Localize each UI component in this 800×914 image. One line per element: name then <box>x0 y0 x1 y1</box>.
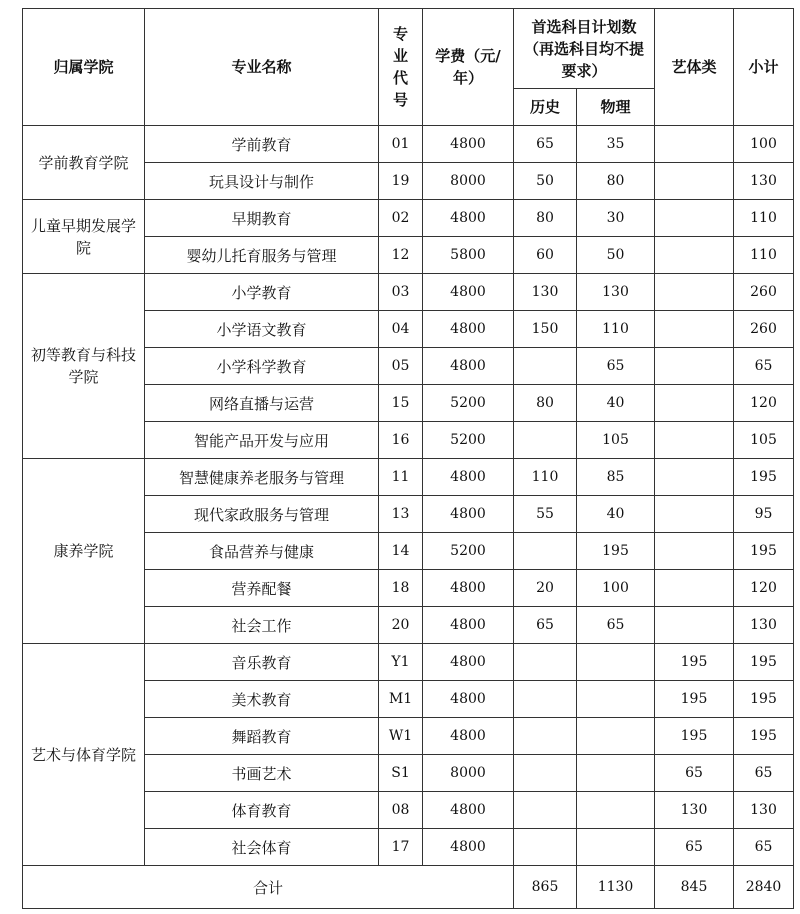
fee-cell: 5800 <box>423 237 514 274</box>
history-cell <box>514 422 577 459</box>
fee-cell: 8000 <box>423 755 514 792</box>
total-subtotal: 2840 <box>734 866 794 909</box>
fee-cell: 4800 <box>423 681 514 718</box>
code-cell: 20 <box>379 607 423 644</box>
major-cell: 舞蹈教育 <box>145 718 379 755</box>
physics-cell: 40 <box>577 496 655 533</box>
major-cell: 音乐教育 <box>145 644 379 681</box>
arts-cell: 195 <box>655 644 734 681</box>
fee-cell: 4800 <box>423 459 514 496</box>
arts-cell <box>655 570 734 607</box>
subtotal-cell: 65 <box>734 348 794 385</box>
major-cell: 网络直播与运营 <box>145 385 379 422</box>
major-cell: 小学教育 <box>145 274 379 311</box>
header-history: 历史 <box>514 89 577 126</box>
major-cell: 婴幼儿托育服务与管理 <box>145 237 379 274</box>
arts-cell <box>655 274 734 311</box>
arts-cell <box>655 126 734 163</box>
fee-cell: 5200 <box>423 422 514 459</box>
arts-cell <box>655 385 734 422</box>
code-cell: 05 <box>379 348 423 385</box>
major-cell: 体育教育 <box>145 792 379 829</box>
college-cell: 儿童早期发展学院 <box>23 200 145 274</box>
subtotal-cell: 110 <box>734 237 794 274</box>
arts-cell <box>655 237 734 274</box>
history-cell <box>514 755 577 792</box>
total-row <box>23 866 794 909</box>
table-body <box>23 126 794 866</box>
arts-cell <box>655 533 734 570</box>
physics-cell <box>577 755 655 792</box>
major-cell: 玩具设计与制作 <box>145 163 379 200</box>
code-cell: 13 <box>379 496 423 533</box>
history-cell: 65 <box>514 607 577 644</box>
arts-cell: 65 <box>655 755 734 792</box>
arts-cell: 130 <box>655 792 734 829</box>
history-cell: 60 <box>514 237 577 274</box>
fee-cell: 5200 <box>423 385 514 422</box>
total-physics: 1130 <box>577 866 655 909</box>
arts-cell <box>655 496 734 533</box>
subtotal-cell: 95 <box>734 496 794 533</box>
major-cell: 现代家政服务与管理 <box>145 496 379 533</box>
code-cell: 03 <box>379 274 423 311</box>
history-cell <box>514 792 577 829</box>
subtotal-cell: 100 <box>734 126 794 163</box>
fee-cell: 4800 <box>423 311 514 348</box>
physics-cell <box>577 718 655 755</box>
code-cell: 17 <box>379 829 423 866</box>
fee-cell: 4800 <box>423 274 514 311</box>
subtotal-cell: 195 <box>734 718 794 755</box>
history-cell <box>514 644 577 681</box>
fee-cell: 4800 <box>423 644 514 681</box>
header-college: 归属学院 <box>23 9 145 126</box>
arts-cell <box>655 163 734 200</box>
physics-cell: 65 <box>577 348 655 385</box>
physics-cell: 105 <box>577 422 655 459</box>
code-cell: 19 <box>379 163 423 200</box>
history-cell: 110 <box>514 459 577 496</box>
subtotal-cell: 120 <box>734 570 794 607</box>
history-cell <box>514 829 577 866</box>
total-history: 865 <box>514 866 577 909</box>
history-cell: 150 <box>514 311 577 348</box>
major-cell: 早期教育 <box>145 200 379 237</box>
total-label: 合计 <box>23 866 514 909</box>
major-cell: 社会体育 <box>145 829 379 866</box>
history-cell: 20 <box>514 570 577 607</box>
subtotal-cell: 260 <box>734 311 794 348</box>
fee-cell: 4800 <box>423 348 514 385</box>
physics-cell: 80 <box>577 163 655 200</box>
fee-cell: 8000 <box>423 163 514 200</box>
major-cell: 小学语文教育 <box>145 311 379 348</box>
arts-cell <box>655 607 734 644</box>
fee-cell: 4800 <box>423 200 514 237</box>
physics-cell <box>577 681 655 718</box>
fee-cell: 4800 <box>423 570 514 607</box>
physics-cell <box>577 829 655 866</box>
code-cell: 18 <box>379 570 423 607</box>
arts-cell: 65 <box>655 829 734 866</box>
major-cell: 智能产品开发与应用 <box>145 422 379 459</box>
major-cell: 社会工作 <box>145 607 379 644</box>
subtotal-cell: 195 <box>734 644 794 681</box>
physics-cell: 50 <box>577 237 655 274</box>
code-cell: S1 <box>379 755 423 792</box>
code-cell: 02 <box>379 200 423 237</box>
table-row <box>23 126 794 163</box>
subtotal-cell: 65 <box>734 829 794 866</box>
table-row <box>23 274 794 311</box>
arts-cell <box>655 422 734 459</box>
fee-cell: 4800 <box>423 829 514 866</box>
subtotal-cell: 65 <box>734 755 794 792</box>
fee-cell: 4800 <box>423 496 514 533</box>
header-physics: 物理 <box>577 89 655 126</box>
header-major: 专业名称 <box>145 9 379 126</box>
history-cell: 130 <box>514 274 577 311</box>
code-cell: 04 <box>379 311 423 348</box>
table-row <box>23 459 794 496</box>
physics-cell: 110 <box>577 311 655 348</box>
code-cell: 12 <box>379 237 423 274</box>
arts-cell: 195 <box>655 718 734 755</box>
code-cell: 14 <box>379 533 423 570</box>
table-row <box>23 200 794 237</box>
fee-cell: 4800 <box>423 792 514 829</box>
code-cell: 01 <box>379 126 423 163</box>
fee-cell: 5200 <box>423 533 514 570</box>
major-cell: 营养配餐 <box>145 570 379 607</box>
code-cell: 16 <box>379 422 423 459</box>
college-cell: 艺术与体育学院 <box>23 644 145 866</box>
history-cell: 80 <box>514 385 577 422</box>
college-cell: 学前教育学院 <box>23 126 145 200</box>
physics-cell <box>577 644 655 681</box>
history-cell <box>514 718 577 755</box>
physics-cell: 130 <box>577 274 655 311</box>
subtotal-cell: 130 <box>734 792 794 829</box>
table-row <box>23 644 794 681</box>
history-cell <box>514 533 577 570</box>
code-cell: 11 <box>379 459 423 496</box>
subtotal-cell: 195 <box>734 681 794 718</box>
history-cell: 50 <box>514 163 577 200</box>
subtotal-cell: 110 <box>734 200 794 237</box>
arts-cell <box>655 311 734 348</box>
header-code: 专业代号 <box>379 9 423 126</box>
college-cell: 初等教育与科技学院 <box>23 274 145 459</box>
major-cell: 智慧健康养老服务与管理 <box>145 459 379 496</box>
major-cell: 书画艺术 <box>145 755 379 792</box>
code-cell: Y1 <box>379 644 423 681</box>
subtotal-cell: 120 <box>734 385 794 422</box>
fee-cell: 4800 <box>423 718 514 755</box>
fee-cell: 4800 <box>423 607 514 644</box>
major-cell: 食品营养与健康 <box>145 533 379 570</box>
physics-cell: 85 <box>577 459 655 496</box>
enrollment-plan-table <box>22 8 794 909</box>
code-cell: W1 <box>379 718 423 755</box>
history-cell <box>514 681 577 718</box>
college-cell: 康养学院 <box>23 459 145 644</box>
code-cell: M1 <box>379 681 423 718</box>
subtotal-cell: 195 <box>734 459 794 496</box>
physics-cell: 65 <box>577 607 655 644</box>
major-cell: 学前教育 <box>145 126 379 163</box>
arts-cell: 195 <box>655 681 734 718</box>
arts-cell <box>655 200 734 237</box>
physics-cell: 30 <box>577 200 655 237</box>
subtotal-cell: 130 <box>734 607 794 644</box>
code-cell: 08 <box>379 792 423 829</box>
fee-cell: 4800 <box>423 126 514 163</box>
subtotal-cell: 130 <box>734 163 794 200</box>
header-fee: 学费（元/年） <box>423 9 514 126</box>
history-cell: 55 <box>514 496 577 533</box>
arts-cell <box>655 459 734 496</box>
major-cell: 小学科学教育 <box>145 348 379 385</box>
header-subtotal: 小计 <box>734 9 794 126</box>
header-arts: 艺体类 <box>655 9 734 126</box>
arts-cell <box>655 348 734 385</box>
history-cell: 65 <box>514 126 577 163</box>
subtotal-cell: 195 <box>734 533 794 570</box>
code-cell: 15 <box>379 385 423 422</box>
history-cell <box>514 348 577 385</box>
physics-cell: 35 <box>577 126 655 163</box>
history-cell: 80 <box>514 200 577 237</box>
physics-cell: 100 <box>577 570 655 607</box>
physics-cell: 195 <box>577 533 655 570</box>
major-cell: 美术教育 <box>145 681 379 718</box>
total-arts: 845 <box>655 866 734 909</box>
subtotal-cell: 260 <box>734 274 794 311</box>
physics-cell <box>577 792 655 829</box>
physics-cell: 40 <box>577 385 655 422</box>
header-plan: 首选科目计划数（再选科目均不提要求） <box>514 9 655 89</box>
subtotal-cell: 105 <box>734 422 794 459</box>
